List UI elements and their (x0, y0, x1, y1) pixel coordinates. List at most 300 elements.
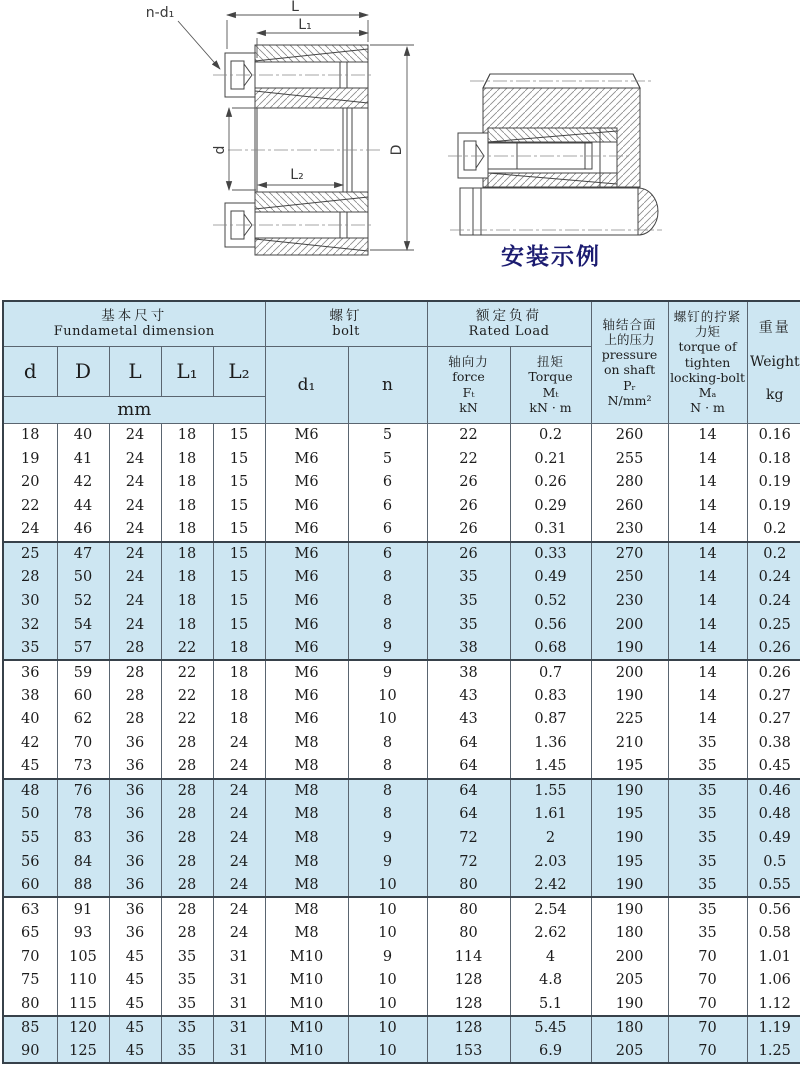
cell: 24 (213, 803, 265, 827)
cell: 36 (109, 755, 161, 779)
cell: 195 (591, 755, 668, 779)
cell: 22 (161, 636, 213, 660)
cell: 28 (161, 874, 213, 898)
cell: 0.2 (747, 518, 800, 542)
cell: 35 (161, 945, 213, 969)
table-row (3, 803, 800, 827)
header-fundamental-dimension: 基本尺寸 Fundametal dimension (3, 301, 265, 346)
cell: 1.06 (747, 969, 800, 993)
cell: 28 (161, 731, 213, 755)
cell: 255 (591, 447, 668, 471)
cell: 180 (591, 921, 668, 945)
table-row (3, 897, 800, 921)
cell: 24 (213, 755, 265, 779)
cell: 210 (591, 731, 668, 755)
cell: 24 (213, 826, 265, 850)
cell: 54 (57, 613, 109, 637)
cell: 85 (3, 1016, 57, 1040)
cell: 32 (3, 613, 57, 637)
dim-label-L1: L₁ (298, 17, 312, 33)
cell: 88 (57, 874, 109, 898)
header-d1: d₁ (265, 346, 348, 423)
cell: 18 (213, 636, 265, 660)
cell: 2.03 (510, 850, 591, 874)
cell: 0.21 (510, 447, 591, 471)
header-d: d (3, 346, 57, 396)
cell: 35 (668, 921, 747, 945)
cell: 45 (3, 755, 57, 779)
cell: 60 (57, 684, 109, 708)
dim-label-L: L (291, 0, 299, 15)
cell: 1.55 (510, 779, 591, 803)
header-n: n (348, 346, 427, 423)
cell: 28 (109, 684, 161, 708)
header-tighten-torque: 螺钉的拧紧 力矩 torque of tighten locking-bolt Mₐ N · m (668, 301, 747, 423)
cell: 190 (591, 992, 668, 1016)
cell: 0.24 (747, 565, 800, 589)
technical-drawing-area (0, 0, 800, 298)
cell: 45 (109, 1040, 161, 1064)
cell: M8 (265, 921, 348, 945)
cell: 5.45 (510, 1016, 591, 1040)
cell: 0.2 (747, 542, 800, 566)
cell: 14 (668, 565, 747, 589)
cell: 31 (213, 992, 265, 1016)
cell: 128 (427, 1016, 510, 1040)
cell: 28 (161, 826, 213, 850)
cell: 0.52 (510, 589, 591, 613)
cell: 35 (161, 1016, 213, 1040)
cell: 6 (348, 518, 427, 542)
header-L2: L₂ (213, 346, 265, 396)
cell: 22 (427, 447, 510, 471)
header-bolt: 螺钉 bolt (265, 301, 427, 346)
cell: 153 (427, 1040, 510, 1064)
cell: 36 (109, 826, 161, 850)
cell: 0.33 (510, 542, 591, 566)
cell: 0.45 (747, 755, 800, 779)
cell: 0.87 (510, 708, 591, 732)
cell: 24 (109, 542, 161, 566)
header-L: L (109, 346, 161, 396)
cell: 10 (348, 992, 427, 1016)
cell: 18 (161, 589, 213, 613)
spec-table-body (3, 423, 800, 1063)
drawing-svg (0, 0, 800, 298)
cell: M6 (265, 494, 348, 518)
dim-label-L2: L₂ (290, 167, 304, 183)
cell: 0.31 (510, 518, 591, 542)
cell: M10 (265, 1016, 348, 1040)
cell: 14 (668, 613, 747, 637)
cell: 280 (591, 470, 668, 494)
cell: 8 (348, 803, 427, 827)
cell: 0.26 (510, 470, 591, 494)
cell: 225 (591, 708, 668, 732)
cell: M10 (265, 1040, 348, 1064)
cell: 35 (668, 779, 747, 803)
cell: 6 (348, 542, 427, 566)
cell: 24 (109, 518, 161, 542)
cell: 270 (591, 542, 668, 566)
cell: 18 (161, 613, 213, 637)
cell: 18 (213, 684, 265, 708)
cell: 18 (161, 494, 213, 518)
cell: 10 (348, 1040, 427, 1064)
cell: 24 (213, 874, 265, 898)
cell: 35 (161, 1040, 213, 1064)
cell: 10 (348, 1016, 427, 1040)
table-row (3, 423, 800, 447)
cell: M6 (265, 684, 348, 708)
cell: 15 (213, 589, 265, 613)
cell: 190 (591, 779, 668, 803)
cell: 22 (161, 708, 213, 732)
cell: 1.01 (747, 945, 800, 969)
cell: 0.56 (510, 613, 591, 637)
cell: 200 (591, 945, 668, 969)
cell: 35 (3, 636, 57, 660)
cell: 24 (109, 423, 161, 447)
table-row (3, 850, 800, 874)
cell: 8 (348, 565, 427, 589)
table-row (3, 992, 800, 1016)
cell: 83 (57, 826, 109, 850)
cell: 0.27 (747, 684, 800, 708)
cell: 15 (213, 542, 265, 566)
cell: 15 (213, 518, 265, 542)
cell: 0.19 (747, 494, 800, 518)
cell: 180 (591, 1016, 668, 1040)
cell: 0.49 (510, 565, 591, 589)
cell: M6 (265, 589, 348, 613)
header-axial-force: 轴向力 force Fₜ kN (427, 346, 510, 423)
cell: 9 (348, 660, 427, 684)
cell: 38 (3, 684, 57, 708)
cell: 70 (668, 1040, 747, 1064)
cell: 50 (3, 803, 57, 827)
cell: 64 (427, 755, 510, 779)
cell: 15 (213, 565, 265, 589)
cell: 35 (668, 826, 747, 850)
cell: M6 (265, 660, 348, 684)
cell: 26 (427, 542, 510, 566)
cell: 1.25 (747, 1040, 800, 1064)
cell: 15 (213, 470, 265, 494)
cell: 115 (57, 992, 109, 1016)
cell: M8 (265, 826, 348, 850)
dim-label-d: d (212, 145, 228, 155)
cell: 35 (668, 897, 747, 921)
dim-label-D: D (389, 144, 405, 156)
cell: 260 (591, 423, 668, 447)
table-row (3, 660, 800, 684)
cell: 80 (3, 992, 57, 1016)
cell: 40 (57, 423, 109, 447)
cell: 24 (213, 897, 265, 921)
cell: 14 (668, 708, 747, 732)
cell: 5 (348, 447, 427, 471)
cell: 31 (213, 1040, 265, 1064)
cell: 8 (348, 613, 427, 637)
cell: M6 (265, 447, 348, 471)
table-header (3, 301, 800, 423)
cell: 5 (348, 423, 427, 447)
cell: 24 (213, 779, 265, 803)
cell: 31 (213, 1016, 265, 1040)
cell: 0.55 (747, 874, 800, 898)
cell: 14 (668, 660, 747, 684)
installation-caption: 安装示例 (501, 244, 601, 270)
cell: 43 (427, 708, 510, 732)
cell: 14 (668, 494, 747, 518)
cell: 9 (348, 850, 427, 874)
cell: M6 (265, 636, 348, 660)
header-mm-unit: mm (3, 396, 265, 423)
cell: M6 (265, 423, 348, 447)
cell: 64 (427, 803, 510, 827)
table-row (3, 969, 800, 993)
cell: 90 (3, 1040, 57, 1064)
cell: 63 (3, 897, 57, 921)
cell: 78 (57, 803, 109, 827)
cell: 9 (348, 826, 427, 850)
cell: 190 (591, 826, 668, 850)
cell: 14 (668, 684, 747, 708)
cell: 28 (109, 660, 161, 684)
cell: 36 (109, 731, 161, 755)
cell: 36 (109, 897, 161, 921)
cell: 0.16 (747, 423, 800, 447)
cell: 0.58 (747, 921, 800, 945)
cell: 1.45 (510, 755, 591, 779)
cell: 8 (348, 589, 427, 613)
cell: 10 (348, 874, 427, 898)
table-row (3, 518, 800, 542)
cell: 14 (668, 470, 747, 494)
cell: 28 (109, 708, 161, 732)
cell: 24 (213, 731, 265, 755)
cell: 28 (109, 636, 161, 660)
cell: 205 (591, 1040, 668, 1064)
cell: 45 (109, 945, 161, 969)
cell: M8 (265, 897, 348, 921)
cell: 24 (109, 613, 161, 637)
cell: 25 (3, 542, 57, 566)
cell: 190 (591, 874, 668, 898)
cell: 10 (348, 897, 427, 921)
cell: 18 (161, 423, 213, 447)
cell: 18 (161, 447, 213, 471)
cell: 14 (668, 636, 747, 660)
cell: 36 (3, 660, 57, 684)
cell: 24 (109, 447, 161, 471)
cell: 62 (57, 708, 109, 732)
cell: 35 (668, 803, 747, 827)
cell: 0.56 (747, 897, 800, 921)
cell: M6 (265, 613, 348, 637)
cell: 42 (57, 470, 109, 494)
cell: 125 (57, 1040, 109, 1064)
cell: 1.36 (510, 731, 591, 755)
cell: 57 (57, 636, 109, 660)
cell: M6 (265, 542, 348, 566)
cell: 0.29 (510, 494, 591, 518)
cell: 70 (668, 1016, 747, 1040)
cell: 28 (161, 803, 213, 827)
cell: 19 (3, 447, 57, 471)
cell: 44 (57, 494, 109, 518)
cell: 0.26 (747, 660, 800, 684)
cell: 35 (427, 589, 510, 613)
cell: 6 (348, 470, 427, 494)
cell: 35 (668, 731, 747, 755)
cell: 28 (161, 921, 213, 945)
cell: 6.9 (510, 1040, 591, 1064)
cell: 59 (57, 660, 109, 684)
cell: 26 (427, 494, 510, 518)
cell: 15 (213, 494, 265, 518)
cell: 14 (668, 542, 747, 566)
cell: 4.8 (510, 969, 591, 993)
cell: 0.26 (747, 636, 800, 660)
cell: 0.5 (747, 850, 800, 874)
cell: 18 (3, 423, 57, 447)
cell: 0.83 (510, 684, 591, 708)
cell: 38 (427, 636, 510, 660)
cell: 0.38 (747, 731, 800, 755)
cell: 18 (161, 565, 213, 589)
cell: 84 (57, 850, 109, 874)
cell: 70 (668, 969, 747, 993)
dim-label-n-d1: n-d₁ (145, 5, 175, 21)
header-pressure-on-shaft: 轴结合面 上的压力 pressure on shaft Pᵣ N/mm² (591, 301, 668, 423)
cell: 42 (3, 731, 57, 755)
cell: 41 (57, 447, 109, 471)
cell: 72 (427, 826, 510, 850)
cell: 72 (427, 850, 510, 874)
cell: M6 (265, 518, 348, 542)
cell: 1.19 (747, 1016, 800, 1040)
cell: 190 (591, 684, 668, 708)
cell: 24 (3, 518, 57, 542)
cell: M6 (265, 470, 348, 494)
cell: 76 (57, 779, 109, 803)
cell: 24 (109, 589, 161, 613)
cell: 15 (213, 447, 265, 471)
cell: M8 (265, 779, 348, 803)
table-row (3, 1016, 800, 1040)
cell: M10 (265, 945, 348, 969)
cell: 70 (3, 945, 57, 969)
table-row (3, 755, 800, 779)
cell: 195 (591, 850, 668, 874)
cell: 91 (57, 897, 109, 921)
cell: 128 (427, 992, 510, 1016)
cell: 31 (213, 945, 265, 969)
header-D: D (57, 346, 109, 396)
cell: 5.1 (510, 992, 591, 1016)
cell: 1.12 (747, 992, 800, 1016)
cell: 60 (3, 874, 57, 898)
header-L1: L₁ (161, 346, 213, 396)
cell: 80 (427, 921, 510, 945)
cell: 22 (161, 660, 213, 684)
cell: 18 (161, 542, 213, 566)
table-row (3, 874, 800, 898)
table-row (3, 613, 800, 637)
cell: 195 (591, 803, 668, 827)
table-row (3, 779, 800, 803)
cell: 28 (3, 565, 57, 589)
cell: 52 (57, 589, 109, 613)
cell: 14 (668, 447, 747, 471)
cell: 18 (161, 470, 213, 494)
cell: 28 (161, 897, 213, 921)
table-row (3, 684, 800, 708)
cell: 0.18 (747, 447, 800, 471)
cell: 4 (510, 945, 591, 969)
cell: 10 (348, 969, 427, 993)
cell: 8 (348, 731, 427, 755)
cell: 14 (668, 518, 747, 542)
cell: 24 (213, 921, 265, 945)
installation-view (448, 74, 662, 235)
cell: 14 (668, 589, 747, 613)
cell: 55 (3, 826, 57, 850)
cell: 260 (591, 494, 668, 518)
cell: 70 (57, 731, 109, 755)
cell: 2 (510, 826, 591, 850)
table-row (3, 708, 800, 732)
cell: 0.46 (747, 779, 800, 803)
cell: 35 (161, 969, 213, 993)
cell: 80 (427, 874, 510, 898)
cell: 2.42 (510, 874, 591, 898)
cell: 8 (348, 779, 427, 803)
cell: 190 (591, 636, 668, 660)
cell: 36 (109, 850, 161, 874)
cell: 40 (3, 708, 57, 732)
cell: 46 (57, 518, 109, 542)
cell: 1.61 (510, 803, 591, 827)
cell: 0.49 (747, 826, 800, 850)
section-view (178, 15, 414, 255)
cell: 45 (109, 1016, 161, 1040)
cell: 190 (591, 897, 668, 921)
cell: 110 (57, 969, 109, 993)
cell: M8 (265, 850, 348, 874)
cell: 114 (427, 945, 510, 969)
cell: 35 (427, 613, 510, 637)
cell: 22 (3, 494, 57, 518)
header-torque: 扭矩 Torque Mₜ kN · m (510, 346, 591, 423)
cell: 45 (109, 992, 161, 1016)
cell: 65 (3, 921, 57, 945)
table-row (3, 494, 800, 518)
cell: 30 (3, 589, 57, 613)
cell: 230 (591, 589, 668, 613)
cell: 24 (109, 494, 161, 518)
cell: 2.54 (510, 897, 591, 921)
cell: 200 (591, 660, 668, 684)
cell: 64 (427, 731, 510, 755)
cell: 205 (591, 969, 668, 993)
cell: 105 (57, 945, 109, 969)
cell: 36 (109, 779, 161, 803)
cell: 8 (348, 755, 427, 779)
cell: 38 (427, 660, 510, 684)
